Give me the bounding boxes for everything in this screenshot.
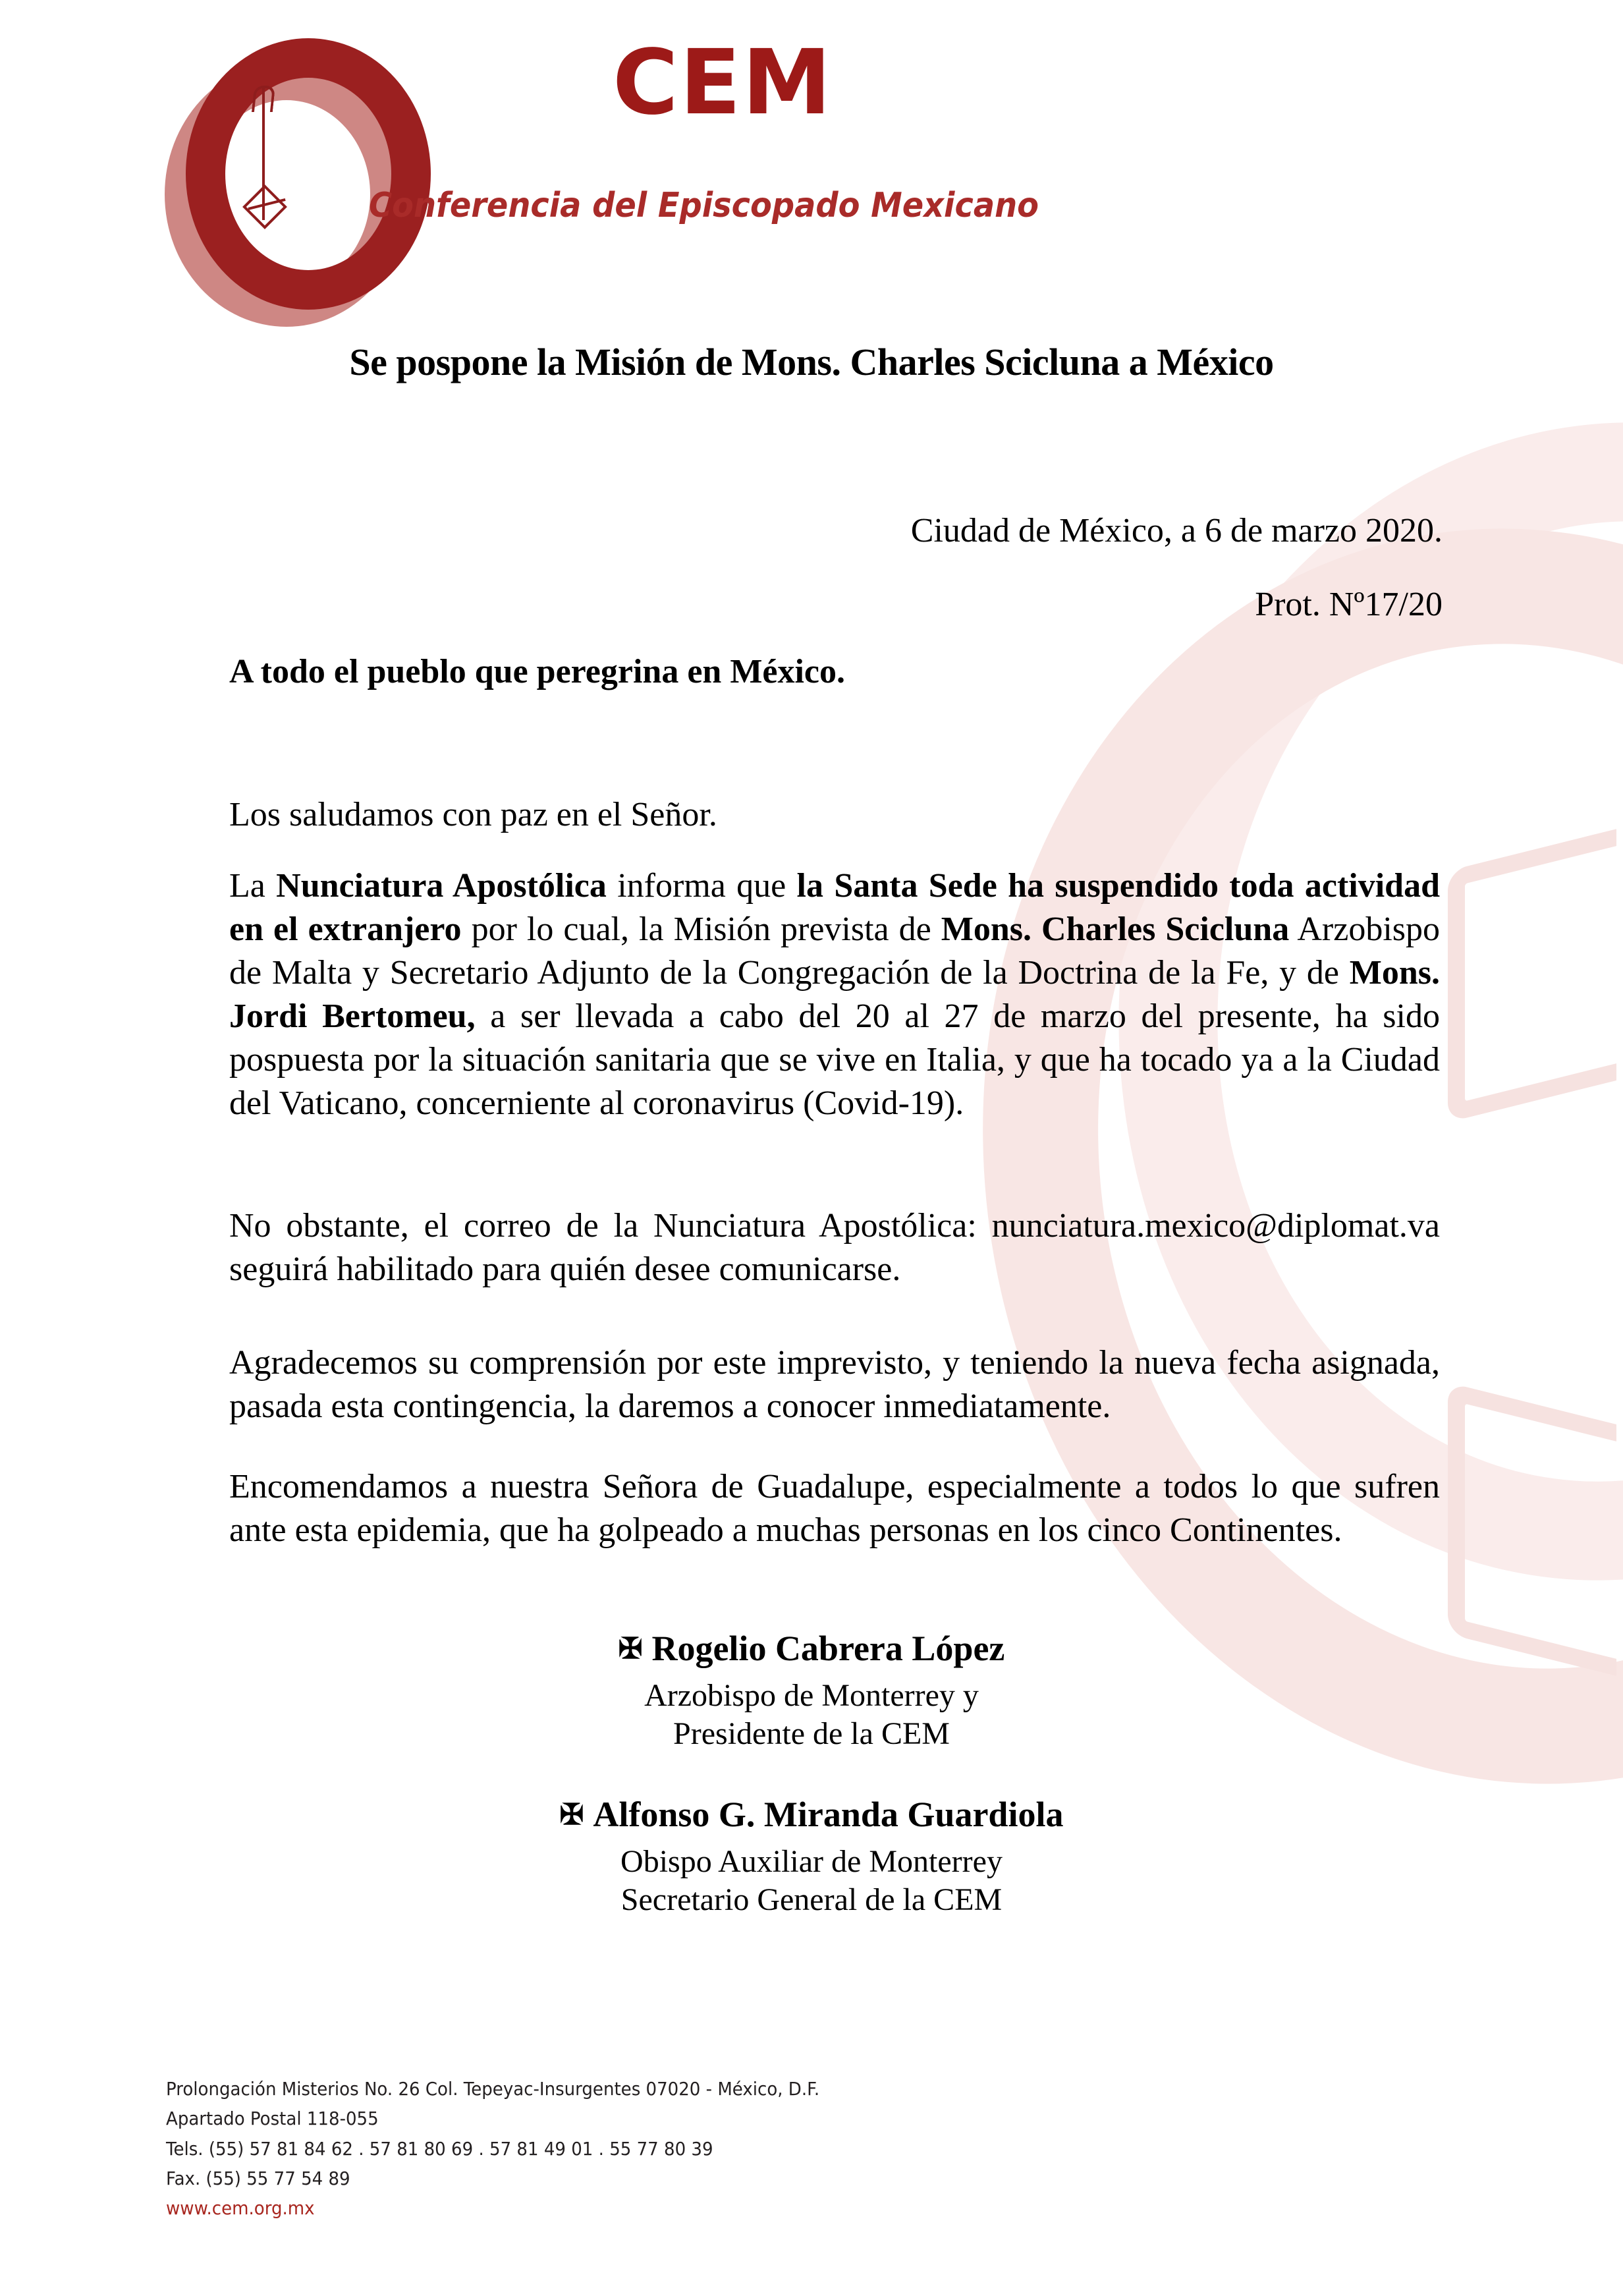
- main-text-9: a ser llevada a cabo del 20 al 27 de marzo del presente, ha sido pospuesta por la situación sanitaria que se vive en Italia, y que ha tocado ya a la Ciudad del Vaticano, concerniente al coronavirus (Covid-19).: [229, 997, 1440, 1123]
- signatory-role-line-1: Obispo Auxiliar de Monterrey: [620, 1843, 1003, 1879]
- footer-phones: Tels. (55) 57 81 84 62 . 57 81 80 69 . 57 81 49 01 . 55 77 80 39: [166, 2137, 713, 2160]
- maltese-cross-icon: ✠: [618, 1633, 643, 1666]
- cem-logo-icon: [163, 34, 381, 252]
- place-and-date: Ciudad de México, a 6 de marzo 2020.: [910, 512, 1443, 549]
- signature-block-secretary: [0, 1793, 1623, 1920]
- footer-po-box: Apartado Postal 118-055: [166, 2108, 379, 2130]
- main-text-1: La: [229, 867, 277, 905]
- main-text-2: Nunciatura Apostólica: [276, 867, 607, 905]
- footer-fax: Fax. (55) 55 77 54 89: [166, 2168, 350, 2190]
- signature-block-president: [0, 1627, 1623, 1754]
- footer-contact-info: [166, 2074, 819, 2224]
- signatory-name: Rogelio Cabrera López: [651, 1629, 1005, 1668]
- signature-area: [0, 1627, 1623, 1920]
- letterhead: [0, 0, 1623, 264]
- signatory-role-line-2: Secretario General de la CEM: [620, 1882, 1003, 1918]
- watermark-chevron-upper-icon: [1448, 829, 1616, 1123]
- signatory-role-line-1: Arzobispo de Monterrey y: [644, 1677, 979, 1713]
- main-text-4: la Santa Sede ha suspendido toda actividad en el extranjero: [229, 867, 1440, 949]
- logo-ring-dark: [186, 38, 431, 310]
- paragraph-greeting: Los saludamos con paz en el Señor.: [229, 796, 717, 833]
- protocol-number: Prot. Nº17/20: [1255, 586, 1443, 623]
- main-text-5: por lo cual, la Misión prevista de: [461, 910, 941, 949]
- main-text-8: Mons. Jordi Bertomeu,: [229, 954, 1440, 1036]
- page-title: Se pospone la Misión de Mons. Charles Scicluna a México: [349, 341, 1274, 383]
- paragraph-main: [229, 864, 1440, 1125]
- logo-acronym: CEM: [613, 31, 833, 135]
- signatory-role: [0, 1677, 1623, 1754]
- main-text-3: informa que: [606, 867, 797, 905]
- signatory-name: Alfonso G. Miranda Guardiola: [593, 1794, 1064, 1834]
- footer-divider: [0, 2037, 1623, 2038]
- maltese-cross-icon: ✠: [559, 1799, 584, 1832]
- signatory-name-row: [0, 1793, 1623, 1836]
- logo-tagline: Conferencia del Episcopado Mexicano: [369, 186, 1039, 225]
- addressee: A todo el pueblo que peregrina en México.: [229, 653, 846, 690]
- signatory-role: [0, 1843, 1623, 1920]
- footer-website-link[interactable]: www.cem.org.mx: [166, 2197, 315, 2220]
- main-text-6: Mons. Charles Scicluna: [941, 910, 1290, 949]
- signatory-role-line-2: Presidente de la CEM: [673, 1716, 950, 1752]
- paragraph-nunciature-email: No obstante, el correo de la Nunciatura Apostólica: nunciatura.mexico@diplomat.va seguirá habilitado para quién desee comunicarse.: [229, 1207, 1440, 1289]
- signatory-name-row: [0, 1627, 1623, 1670]
- paragraph-commendation: Encomendamos a nuestra Señora de Guadalupe, especialmente a todos lo que sufren ante esta epidemia, que ha golpeado a muchas personas en los cinco Continentes.: [229, 1468, 1440, 1550]
- main-text-7: Arzobispo de Malta y Secretario Adjunto de la Congregación de la Doctrina de la Fe, y de: [229, 910, 1441, 992]
- paragraph-thanks: Agradecemos su comprensión por este imprevisto, y teniendo la nueva fecha asignada, pasada esta contingencia, la daremos a conocer inmediatamente.: [229, 1344, 1440, 1426]
- footer-address: Prolongación Misterios No. 26 Col. Tepeyac-Insurgentes 07020 - México, D.F.: [166, 2078, 820, 2100]
